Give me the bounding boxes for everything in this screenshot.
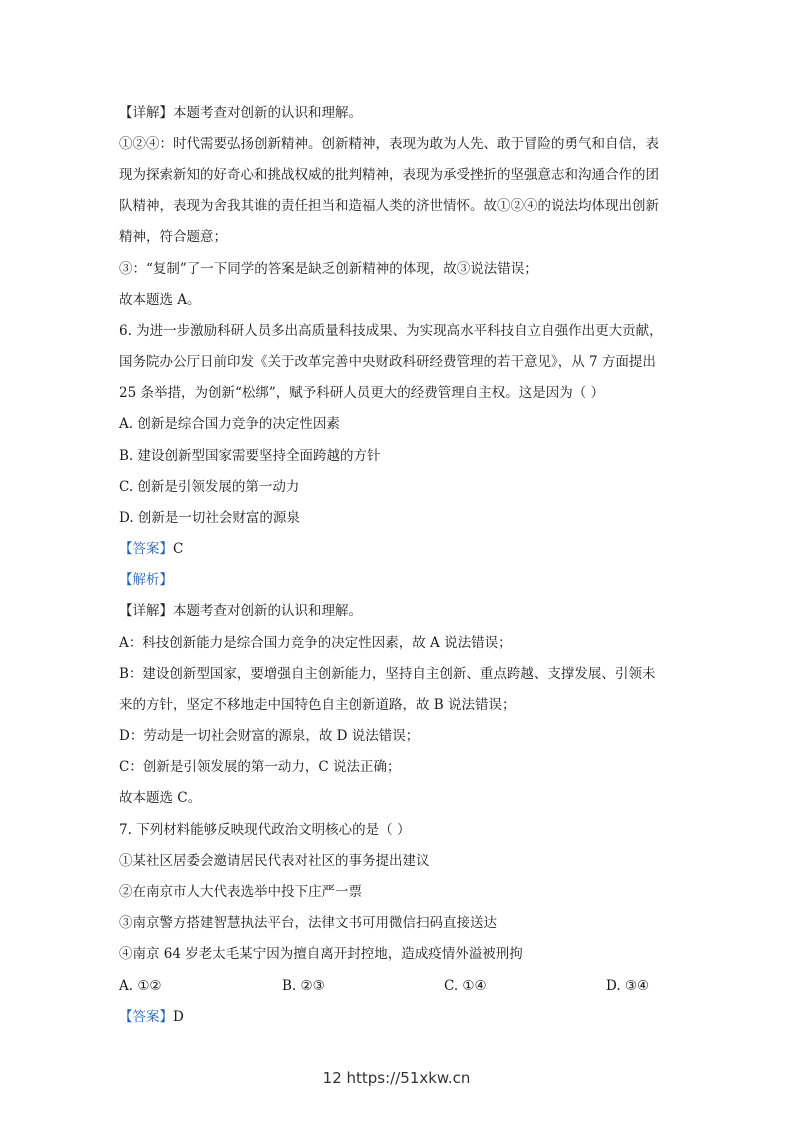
detail-label: 【详解】: [119, 603, 173, 619]
paragraph-line: ①②④：时代需要弘扬创新精神。创新精神，表现为敢为人先、敢于冒险的勇气和自信，表: [119, 136, 659, 152]
option-a: A. 创新是综合国力竞争的决定性因素: [119, 416, 340, 432]
conclusion-line: 故本题选 A。: [119, 292, 201, 308]
detail-text: 本题考查对创新的认识和理解。: [173, 603, 362, 619]
paragraph-line: 现为探索新知的好奇心和挑战权威的批判精神，表现为承受挫折的坚强意志和沟通合作的团: [119, 167, 659, 183]
answer-label: 【答案】: [119, 541, 173, 557]
material-item: ①某社区居委会邀请居民代表对社区的事务提出建议: [119, 853, 430, 869]
detail-line: [119, 103, 362, 123]
paragraph-line: 精神，符合题意；: [119, 229, 227, 245]
analysis-line: B：建设创新型国家，要增强自主创新能力，坚持自主创新、重点跨越、支撑发展、引领未: [119, 666, 656, 682]
answer-line: [119, 1007, 184, 1027]
option-b: B. ②③: [282, 978, 325, 994]
option-b: B. 建设创新型国家需要坚持全面跨越的方针: [119, 448, 381, 464]
question-6-stem: 国务院办公厅日前印发《关于改革完善中央财政科研经费管理的若干意见》，从 7 方面提出: [119, 354, 656, 370]
analysis-label: 【解析】: [119, 572, 173, 588]
conclusion-line: 故本题选 C。: [119, 790, 202, 806]
option-d: D. ③④: [606, 978, 650, 994]
question-7-stem: 7. 下列材料能够反映现代政治文明核心的是（ ）: [119, 822, 411, 838]
analysis-line: C：创新是引领发展的第一动力，C 说法正确；: [119, 759, 401, 775]
question-6-stem: 25 条举措，为创新“松绑”，赋予科研人员更大的经费管理自主权。这是因为（ ）: [119, 385, 605, 401]
question-6-stem: 6. 为进一步激励科研人员多出高质量科技成果、为实现高水平科技自立自强作出更大贡献，: [119, 323, 663, 339]
option-c: C. ①④: [444, 978, 487, 994]
paragraph-line: ③：“复制”了一下同学的答案是缺乏创新精神的体现，故③说法错误；: [119, 261, 538, 277]
option-d: D. 创新是一切社会财富的源泉: [119, 510, 300, 526]
option-c: C. 创新是引领发展的第一动力: [119, 479, 300, 495]
analysis-line: 来的方针，坚定不移地走中国特色自主创新道路，故 B 说法错误；: [119, 697, 516, 713]
detail-line: [119, 601, 362, 621]
page-footer: 12 https://51xkw.cn: [322, 1069, 471, 1087]
answer-label: 【答案】: [119, 1009, 173, 1025]
option-a: A. ①②: [119, 978, 162, 994]
answer-value: D: [173, 1009, 184, 1025]
answer-value: C: [173, 541, 184, 557]
detail-label: 【详解】: [119, 105, 173, 121]
material-item: ③南京警方搭建智慧执法平台，法律文书可用微信扫码直接送达: [119, 915, 497, 931]
answer-line: [119, 539, 183, 559]
analysis-line: D：劳动是一切社会财富的源泉，故 D 说法错误；: [119, 728, 420, 744]
analysis-line: A：科技创新能力是综合国力竞争的决定性因素，故 A 说法错误；: [119, 635, 512, 651]
detail-text: 本题考查对创新的认识和理解。: [173, 105, 362, 121]
paragraph-line: 队精神，表现为舍我其谁的责任担当和造福人类的济世情怀。故①②④的说法均体现出创新: [119, 198, 659, 214]
material-item: ④南京 64 岁老太毛某宁因为擅自离开封控地，造成疫情外溢被刑拘: [119, 946, 523, 962]
material-item: ②在南京市人大代表选举中投下庄严一票: [119, 884, 362, 900]
